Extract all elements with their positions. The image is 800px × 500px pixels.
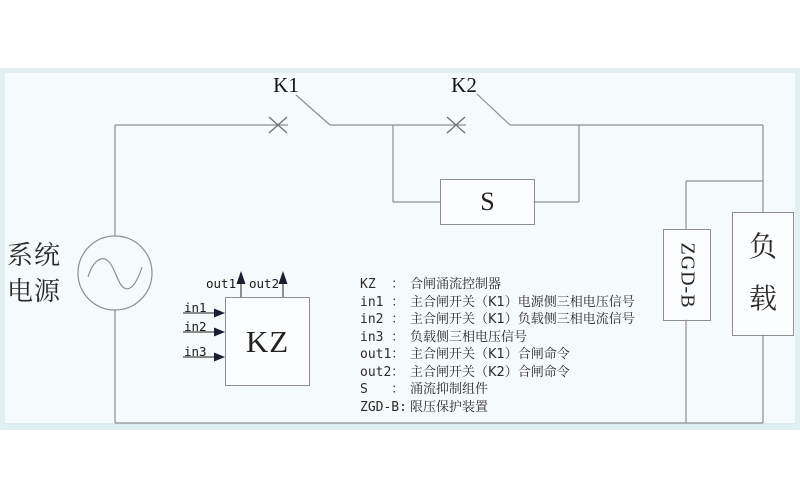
port-label-in1: in1: [184, 300, 207, 315]
controller-kz-box: KZ: [225, 297, 310, 386]
legend-item: ZGD-B: 限压保护装置: [360, 399, 489, 415]
legend-item: KZ ： 合闸涌流控制器: [360, 277, 502, 292]
switch-k1-icon: [269, 95, 330, 133]
switch-k2-icon: [447, 94, 510, 133]
system-power-label: 系统 电源: [6, 241, 61, 306]
legend-item: in2 ： 主合闸开关（K1）负载侧三相电流信号: [360, 312, 635, 327]
port-label-in3: in3: [184, 344, 207, 359]
legend-item: in1 ： 主合闸开关（K1）电源侧三相电压信号: [360, 294, 635, 310]
port-label-out2: out2: [249, 276, 280, 291]
port-label-out1: out1: [206, 276, 237, 291]
switch-k1-label: K1: [273, 73, 299, 97]
legend-item: out2： 主合闸开关（K2）合闸命令: [360, 364, 570, 380]
ac-source-icon: [78, 236, 152, 310]
switch-k2-label: K2: [451, 73, 477, 97]
legend: [360, 276, 635, 416]
legend-item: S ： 涌流抑制组件: [360, 382, 489, 397]
port-label-in2: in2: [184, 319, 207, 334]
arrow-right-icon: [214, 309, 225, 362]
legend-item: in3 ： 负载侧三相电压信号: [360, 329, 528, 345]
load-box: 负 载: [732, 212, 794, 336]
surge-suppressor-box: S: [440, 179, 535, 225]
legend-item: out1： 主合闸开关（K1）合闸命令: [360, 347, 570, 362]
zgdb-protection-box: ZGD-B: [663, 229, 711, 321]
